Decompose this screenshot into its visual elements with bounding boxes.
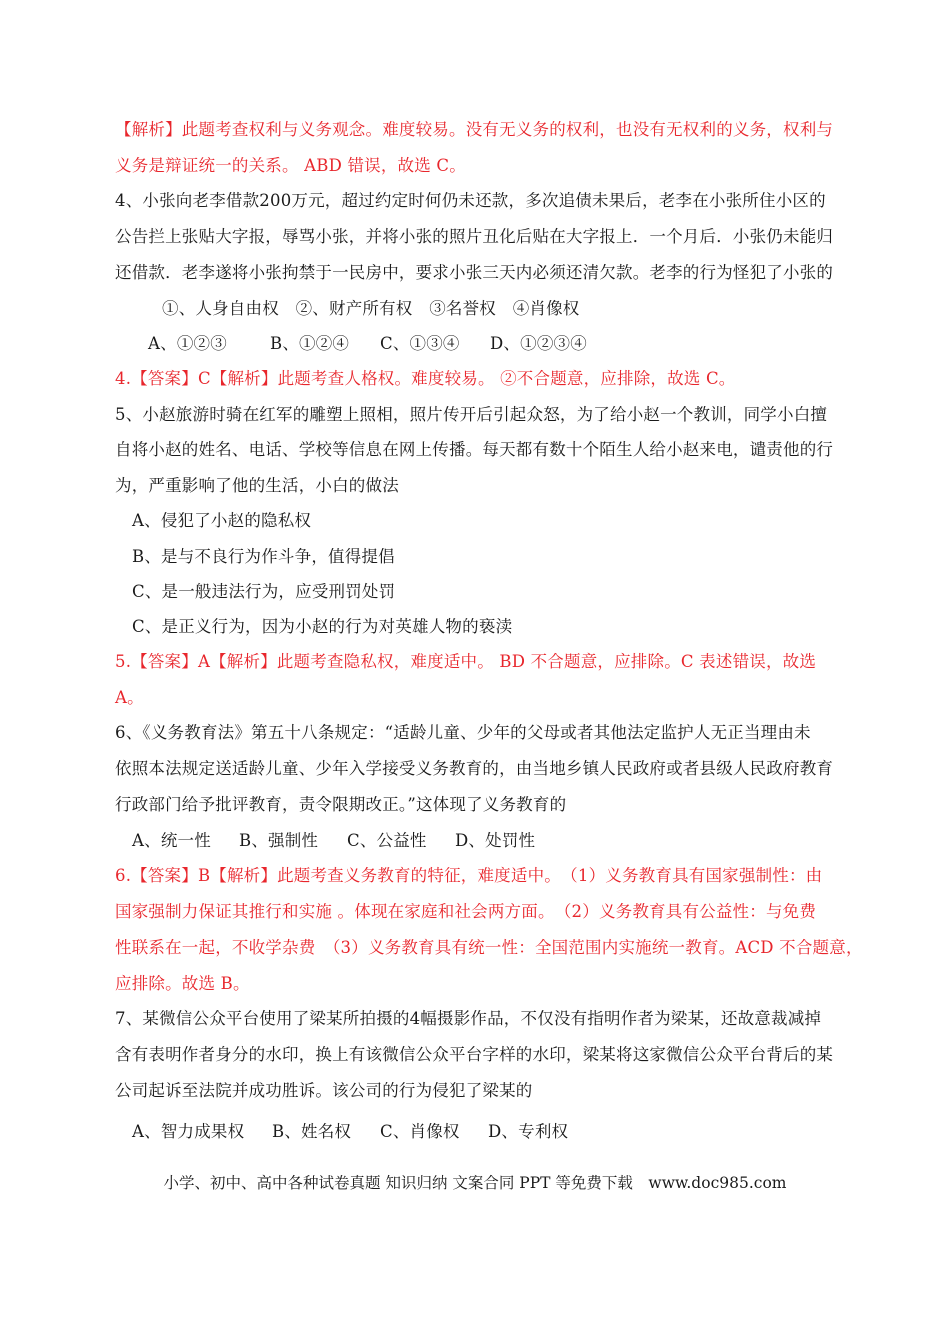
page-footer: 小学、初中、高中各种试卷真题 知识归纳 文案合同 PPT 等免费下载 www.doc985.com	[163, 1174, 787, 1192]
q4-answer: 4.【答案】C【解析】此题考查人格权。难度较易。 ②不合题意，应排除，故选 C。	[115, 369, 736, 388]
q7-choice-b: B、姓名权	[272, 1122, 352, 1141]
q5-option-c: C、是一般违法行为，应受刑罚处罚	[132, 582, 396, 601]
q6-choice-d: D、处罚性	[455, 831, 536, 850]
q7-choice-c: C、肖像权	[380, 1122, 460, 1141]
q6-choice-c: C、公益性	[347, 831, 427, 850]
q4-choices	[148, 332, 587, 356]
q5-answer-line-1: 5.【答案】A【解析】此题考查隐私权，难度适中。 BD 不合题意，应排除。C 表述错误，故选	[115, 652, 817, 671]
q7-choice-d: D、专利权	[488, 1122, 569, 1141]
q4-choice-c: C、①③④	[380, 334, 460, 353]
q4-stem-line-3: 还借款．老李遂将小张拘禁于一民房中，要求小张三天内必须还清欠款。老李的行为怪犯了小张的	[115, 263, 834, 282]
q4-choice-b: B、①②④	[270, 334, 350, 353]
q6-answer-line-3: 性联系在一起，不收学杂费 （3）义务教育具有统一性：全国范围内实施统一教育。ACD 不合题意，	[115, 938, 863, 957]
q6-answer-line-1: 6.【答案】B【解析】此题考查义务教育的特征，难度适中。 （1）义务教育具有国家强制性：由	[115, 866, 823, 885]
q6-choices	[132, 829, 535, 853]
q5-stem-line-2: 自将小赵的姓名、电话、学校等信息在网上传播。每天都有数十个陌生人给小赵来电，谴责他的行	[115, 440, 834, 459]
q4-stem-line-1: 4、小张向老李借款200万元，超过约定时何仍未还款，多次追债未果后，老李在小张所住小区的	[115, 191, 826, 210]
q5-stem-line-3: 为，严重影响了他的生活，小白的做法	[115, 476, 399, 495]
q5-option-c2: C、是正义行为，因为小赵的行为对英雄人物的亵渎	[132, 617, 513, 636]
q4-choice-a: A、①②③	[148, 334, 227, 353]
q4-items: ①、人身自由权 ②、财产所有权 ③名誉权 ④肖像权	[162, 299, 580, 318]
q7-choices	[132, 1120, 568, 1144]
q4-stem-line-2: 公告拦上张贴大字报，辱骂小张，并将小张的照片丑化后贴在大字报上．一个月后．小张仍未能归	[115, 227, 834, 246]
q6-choice-a: A、统一性	[132, 831, 211, 850]
q6-answer-line-4: 应排除。故选 B。	[115, 974, 250, 993]
q6-answer-line-2: 国家强制力保证其推行和实施 。体现在家庭和社会两方面。 （2）义务教育具有公益性：与免费	[115, 902, 817, 921]
q3-analysis-line-1: 【解析】此题考查权利与义务观念。难度较易。没有无义务的权利，也没有无权利的义务，权利与	[115, 120, 834, 139]
q6-stem-line-1: 6、《义务教育法》第五十八条规定：“适龄儿童、少年的父母或者其他法定监护人无正当理由未	[115, 723, 811, 742]
q5-answer-line-2: A。	[115, 688, 144, 707]
q3-analysis-line-2: 义务是辩证统一的关系。 ABD 错误，故选 C。	[115, 156, 466, 175]
q7-stem-line-2: 含有表明作者身分的水印，换上有该微信公众平台字样的水印，梁某将这家微信公众平台背后的某	[115, 1045, 834, 1064]
q5-stem-line-1: 5、小赵旅游时骑在红军的雕塑上照相，照片传开后引起众怒，为了给小赵一个教训，同学小白擅	[115, 405, 828, 424]
q7-choice-a: A、智力成果权	[132, 1122, 245, 1141]
q6-choice-b: B、强制性	[239, 831, 319, 850]
q4-choice-d: D、①②③④	[490, 334, 587, 353]
q6-stem-line-3: 行政部门给予批评教育，责令限期改正。”这体现了义务教育的	[115, 795, 567, 814]
q7-stem-line-1: 7、某微信公众平台使用了梁某所拍摄的4幅摄影作品，不仅没有指明作者为梁某，还故意裁减掉	[115, 1009, 822, 1028]
q7-stem-line-3: 公司起诉至法院并成功胜诉。该公司的行为侵犯了梁某的	[115, 1081, 533, 1100]
q5-option-a: A、侵犯了小赵的隐私权	[132, 511, 312, 530]
q6-stem-line-2: 依照本法规定送适龄儿童、少年入学接受义务教育的，由当地乡镇人民政府或者县级人民政府教育	[115, 759, 834, 778]
q5-option-b: B、是与不良行为作斗争，值得提倡	[132, 547, 395, 566]
